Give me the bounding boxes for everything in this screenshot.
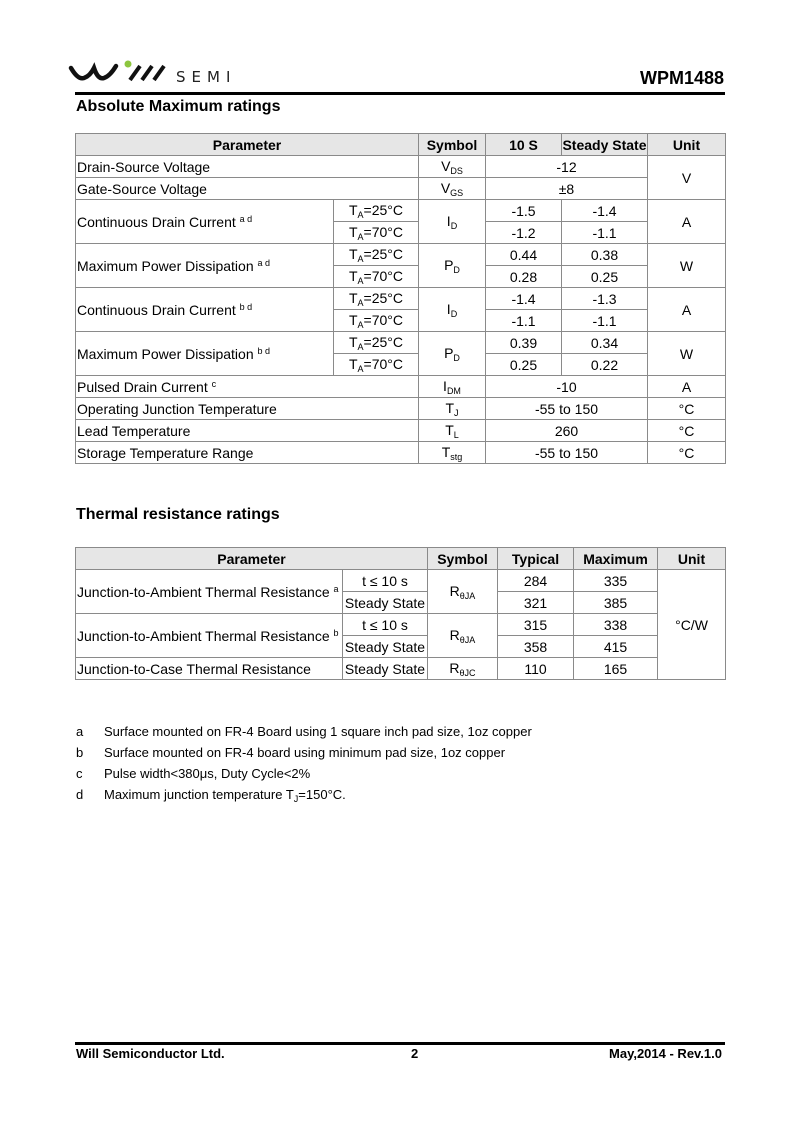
thermal-table — [75, 547, 726, 680]
table-row: Maximum Power Dissipation $^{a d}$ $T_A=25^\circ C$ $P_D$ 0.44 0.38 W — [76, 244, 726, 266]
table-row: Operating Junction Temperature $T_J$ -55 to 150 °C — [76, 398, 726, 420]
col-header-unit: Unit — [658, 548, 726, 570]
table-row: Continuous Drain Current $^{b d}$ $T_A=25^\circ C$ $I_D$ -1.4 -1.3 A — [76, 288, 726, 310]
footnotes — [76, 721, 532, 810]
col-header-10s: 10 S — [486, 134, 562, 156]
table-row: Junction-to-Ambient Thermal Resistance $^a$ t ≤ 10 s $R_{\theta JA}$ 284 335 °C/W — [76, 570, 726, 592]
page-number: 2 — [411, 1046, 419, 1061]
col-header-maximum: Maximum — [574, 548, 658, 570]
footnote-a: a Surface mounted on FR-4 Board using 1 square inch pad size, 1oz copper — [76, 724, 532, 739]
footnote-b: b Surface mounted on FR-4 board using minimum pad size, 1oz copper — [76, 745, 506, 760]
table-row: Maximum Power Dissipation $^{b d}$ $T_A=25^\circ C$ $P_D$ 0.39 0.34 W — [76, 332, 726, 354]
col-header-typical: Typical — [498, 548, 574, 570]
table-row: Steady State 358 415 — [76, 636, 726, 658]
table-row: Junction-to-Ambient Thermal Resistance $^b$ t ≤ 10 s $R_{\theta JA}$ 315 338 — [76, 614, 726, 636]
footer-revision: May,2014 - Rev.1.0 — [609, 1046, 722, 1061]
table-row: $T_A=70^\circ C$ 0.28 0.25 — [76, 266, 726, 288]
table-row: Lead Temperature $T_L$ 260 °C — [76, 420, 726, 442]
footnote-c: c Pulse width<380μs, Duty Cycle<2% — [76, 766, 311, 781]
table-row: Gate-Source Voltage $V_{GS}$ ±8 — [76, 178, 726, 200]
abs-max-title: Absolute Maximum ratings — [76, 98, 281, 115]
col-header-symbol: Symbol — [428, 548, 498, 570]
table-row: $T_A=70^\circ C$ -1.1 -1.1 — [76, 310, 726, 332]
table-header-row — [76, 548, 726, 570]
header-rule — [75, 92, 725, 95]
footer-company: Will Semiconductor Ltd. — [76, 1046, 225, 1061]
table-header-row — [76, 134, 726, 156]
col-header-parameter: Parameter — [76, 548, 428, 570]
abs-max-table — [75, 133, 726, 464]
col-header-steady-state: Steady State — [562, 134, 648, 156]
thermal-title: Thermal resistance ratings — [76, 506, 280, 523]
col-header-parameter: Parameter — [76, 134, 419, 156]
col-header-symbol: Symbol — [419, 134, 486, 156]
footnote-d: d Maximum junction temperature $T_J=150^\circ C$. — [76, 787, 346, 804]
footer-rule — [75, 1042, 725, 1045]
logo-text: SEMI — [176, 68, 237, 86]
table-row: Drain-Source Voltage $V_{DS}$ -12 V — [76, 156, 726, 178]
part-number: WPM1488 — [639, 68, 724, 88]
table-row: $T_A=70^\circ C$ -1.2 -1.1 — [76, 222, 726, 244]
table-row: $T_A=70^\circ C$ 0.25 0.22 — [76, 354, 726, 376]
table-row: Steady State 321 385 — [76, 592, 726, 614]
table-row: Continuous Drain Current $^{a d}$ $T_A=25^\circ C$ $I_D$ -1.5 -1.4 A — [76, 200, 726, 222]
table-row: Pulsed Drain Current $^c$ $I_{DM}$ -10 A — [76, 376, 726, 398]
table-row: Storage Temperature Range $T_{stg}$ -55 to 150 °C — [76, 442, 726, 464]
table-row: Junction-to-Case Thermal Resistance Steady State $R_{\theta JC}$ 110 165 — [76, 658, 726, 680]
col-header-unit: Unit — [648, 134, 726, 156]
